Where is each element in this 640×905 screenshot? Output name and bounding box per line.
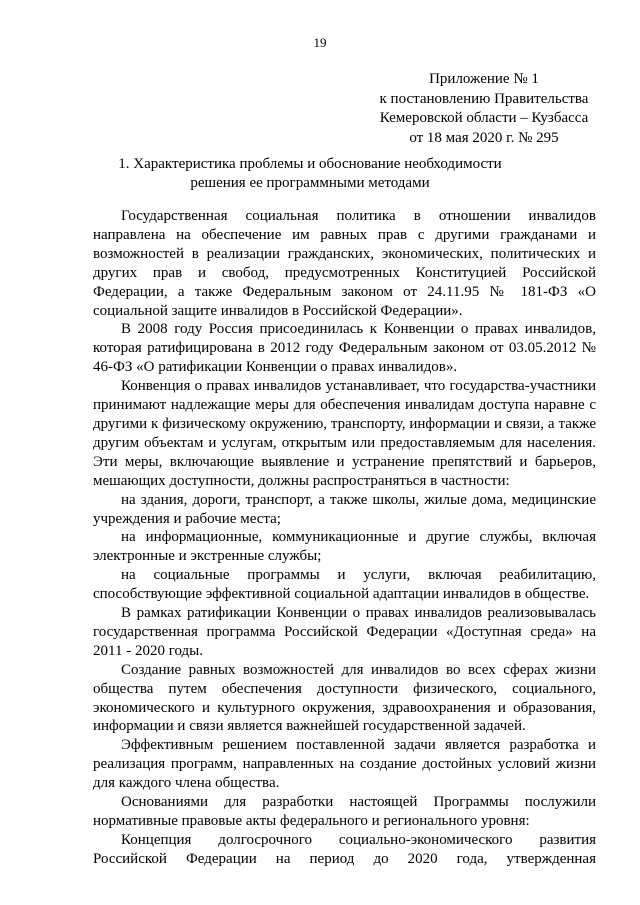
paragraph: Основаниями для разработки настоящей Программы послужили нормативные правовые акты федерального и регионального уровня:	[93, 794, 596, 829]
appendix-line: от 18 мая 2020 г. № 295	[409, 129, 559, 146]
paragraph: Конвенция о правах инвалидов устанавливает, что государства-участники принимают надлежащие меры для обеспечения инвалидам доступа наравне с другими к физическому окружению, транспорту, информации и связи, а также другим объектам и услугам, открытым или предоставляемым для населения. Эти меры, включающие выявление и устранение препятствий и барьеров, мешающих доступности, должны распространяться в частности:	[93, 378, 596, 489]
page-number: 19	[313, 35, 327, 50]
section-title	[60, 155, 560, 193]
appendix-line: Кемеровской области – Кузбасса	[379, 110, 589, 126]
section-title-line: 1. Характеристика проблемы и обоснование необходимости	[118, 156, 502, 172]
paragraph: Концепция долгосрочного социально-экономического развития Российской Федерации на период до 2020 года, утвержденная	[93, 831, 596, 867]
paragraph: Государственная социальная политика в отношении инвалидов направлена на обеспечение им равных прав с другими гражданами и возможностей в реализации гражданских, экономических, политических и других прав и свобод, предусмотренных Конституцией Российской Федерации, а также Федеральным законом от 24.11.95 № 181-ФЗ «О социальной защите инвалидов в Российской Федерации».	[93, 208, 596, 319]
appendix-header	[364, 70, 604, 148]
paragraph: В 2008 году Россия присоединилась к Конвенции о правах инвалидов, которая ратифицирована в 2012 году Федеральным законом от 03.05.2012 № 46-ФЗ «О ратификации Конвенции о правах инвалидов».	[93, 321, 596, 376]
paragraph: на здания, дороги, транспорт, а также школы, жилые дома, медицинские учреждения и рабочие места;	[93, 491, 596, 527]
section-title-line: решения ее программными методами	[190, 175, 430, 191]
appendix-line: к постановлению Правительства	[379, 90, 589, 107]
appendix-line: Приложение № 1	[429, 71, 539, 87]
body-text	[93, 207, 596, 869]
paragraph: В рамках ратификации Конвенции о правах инвалидов реализовывалась государственная программа Российской Федерации «Доступная среда» на 2011 - 2020 годы.	[93, 605, 596, 659]
paragraph: на социальные программы и услуги, включая реабилитацию, способствующие эффективной социальной адаптации инвалидов в обществе.	[93, 567, 596, 603]
paragraph: Эффективным решением поставленной задачи является разработка и реализация программ, направленных на создание достойных условий жизни для каждого члена общества.	[93, 737, 596, 792]
paragraph: на информационные, коммуникационные и другие службы, включая электронные и экстренные службы;	[93, 529, 596, 565]
paragraph: Создание равных возможностей для инвалидов во всех сферах жизни общества путем обеспечения доступности физического, социального, экономического и культурного окружения, здравоохранения и образования, информации и связи является важнейшей государственной задачей.	[93, 661, 596, 735]
